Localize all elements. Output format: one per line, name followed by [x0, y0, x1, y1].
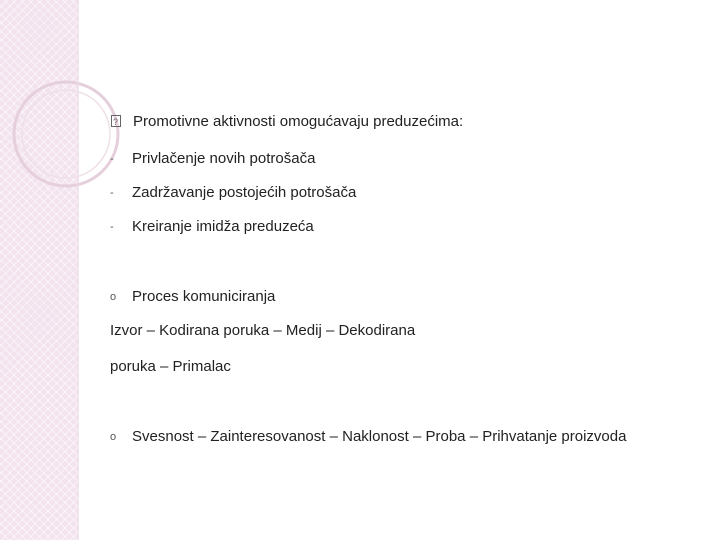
dash-bullet: -	[110, 153, 114, 165]
item-text: Privlačenje novih potrošača	[132, 150, 316, 167]
missing-glyph-icon	[111, 115, 121, 127]
slide-item-attract	[110, 150, 315, 168]
item-text: Proces komuniciranja	[132, 288, 276, 305]
slide-process-line-2	[110, 358, 231, 376]
item-text: poruka – Primalac	[110, 358, 231, 375]
slide-item-aida	[110, 428, 626, 446]
intro-text: Promotivne aktivnosti omogućavaju preduzećima:	[133, 113, 464, 130]
slide-item-intro	[110, 113, 463, 131]
decorative-ring-inner	[22, 90, 110, 178]
slide-item-retain	[110, 184, 356, 202]
slide-process-line-1	[110, 322, 415, 340]
item-text: Zadržavanje postojećih potrošača	[132, 184, 357, 201]
dash-bullet: -	[110, 221, 114, 233]
item-text: Kreiranje imidža preduzeća	[132, 218, 314, 235]
circle-bullet: o	[110, 291, 117, 303]
item-text: Svesnost – Zainteresovanost – Naklonost – Proba – Prihvatanje proizvoda	[132, 428, 627, 445]
decorative-ring-outer	[14, 82, 118, 186]
circle-bullet: o	[110, 431, 117, 443]
slide-item-communication	[110, 288, 275, 306]
slide-item-image	[110, 218, 314, 236]
dash-bullet: -	[110, 187, 114, 199]
item-text: Izvor – Kodirana poruka – Medij – Dekodirana	[110, 322, 416, 339]
